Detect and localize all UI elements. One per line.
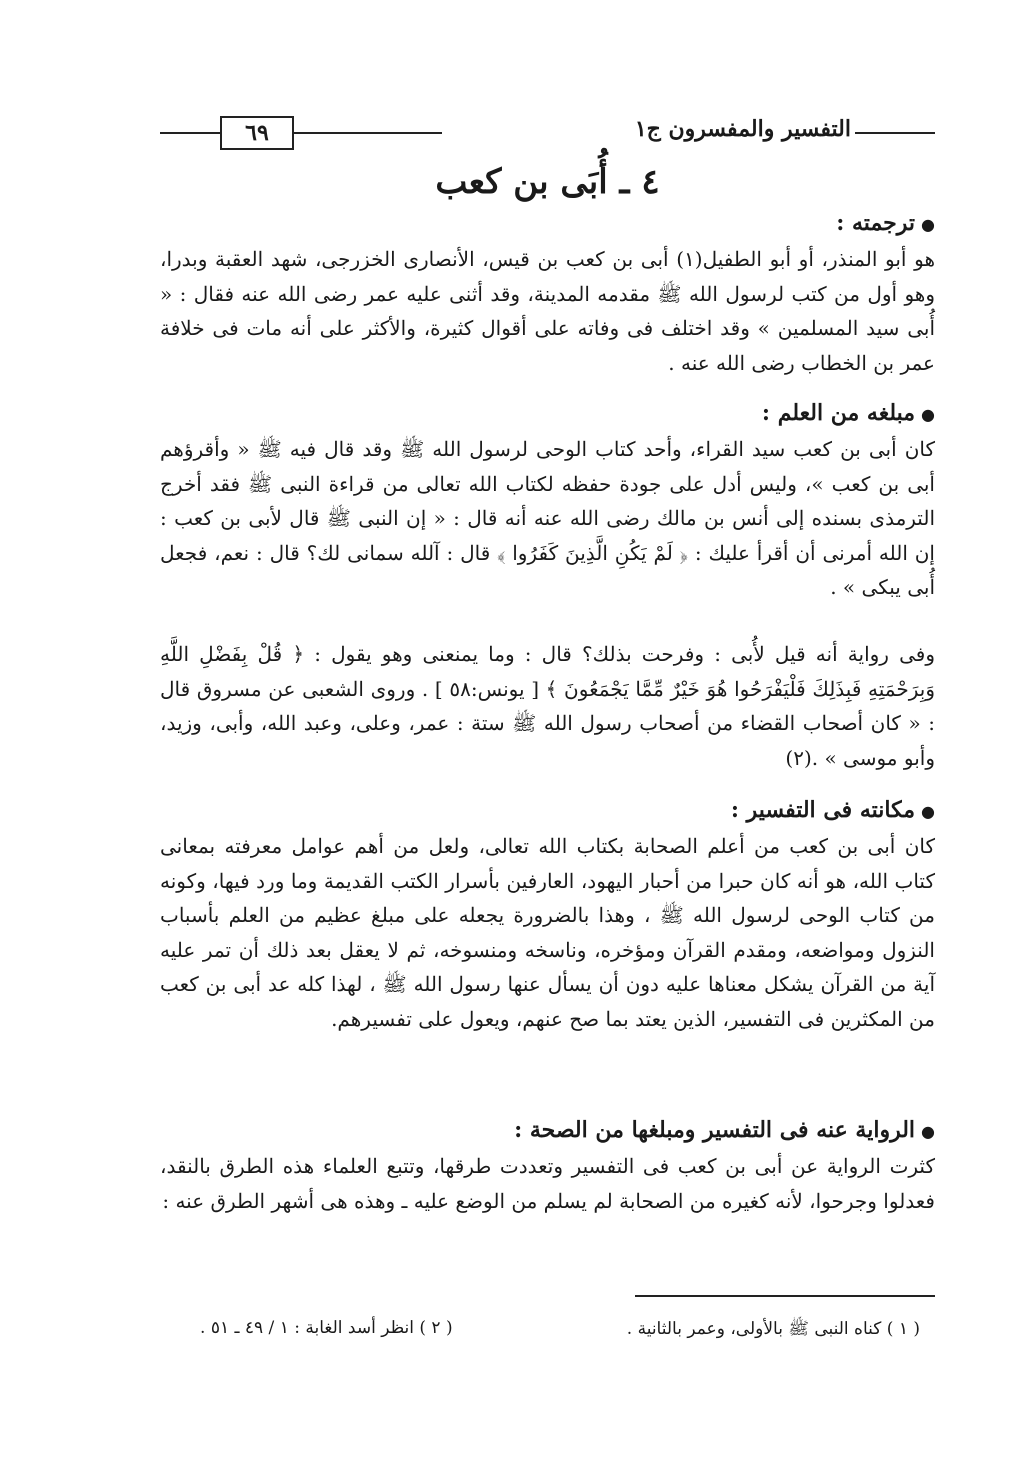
book-title: التفسير والمفسرون ج١ (634, 116, 851, 142)
running-header (160, 112, 935, 152)
section-heading-knowledge: ●مبلغه من العلم : (761, 400, 935, 426)
section-heading-biography: ●ترجمته : (836, 210, 935, 236)
book-page (160, 100, 935, 1400)
footnote-1: ( ١ ) كناه النبى ﷺ بالأولى، وعمر بالثانية . (626, 1319, 920, 1339)
paragraph-knowledge-2: وفى رواية أنه قيل لأُبى : وفرحت بذلك؟ قال : وما يمنعنى وهو يقول : ﴿ قُلْ بِفَضْلِ اللَّهِ وَبِرَحْمَتِهِ فَبِذَلِكَ فَلْيَفْرَحُوا هُوَ خَيْرٌ مِّمَّا يَجْمَعُونَ ﴾ [ يونس:٥٨ ] . وروى الشعبى عن مسروق قال : « كان أصحاب القضاء من أصحاب رسول الله ﷺ ستة : عمر، وعلى، وعبد الله، وأبى، وزيد، وأبو موسى » .(٢) (160, 642, 935, 770)
bullet-icon: ● (921, 215, 935, 234)
paragraph-tafsir-status: كان أبى بن كعب من أعلم الصحابة بكتاب الله تعالى، ولعل من أهم عوامل معرفته بمعانى كتاب الله، هو أنه كان حبرا من أحبار اليهود، العارفين بأسرار الكتب القديمة وما ورد فيها، وكونه من كتاب الوحى لرسول الله ﷺ ، وهذا بالضرورة يجعله على مبلغ عظيم من العلم بأسباب النزول ومواضعه، ومقدم القرآن ومؤخره، وناسخه ومنسوخه، ثم لا يعقل بعد ذلك أن تمر عليه آية من القرآن يشكل معناها عليه دون أن يسأل عنها رسول الله ﷺ ، لهذا كله عد أبى بن كعب من المكثرين فى التفسير، الذين يعتد بما صح عنهم، ويعول على تفسيرهم. (160, 834, 935, 1031)
paragraph-knowledge-1: كان أبى بن كعب سيد القراء، وأحد كتاب الوحى لرسول الله ﷺ وقد قال فيه ﷺ « وأقرؤهم أبى بن كعب »، وليس أدل على جودة حفظه لكتاب الله تعالى من قراءة النبى ﷺ فقد أخرج الترمذى بسنده إلى أنس بن مالك رضى الله عنه أنه قال : « إن النبى ﷺ قال لأبى بن كعب : إن الله أمرنى أن أقرأ عليك : ﴿ لَمْ يَكُنِ الَّذِينَ كَفَرُوا ﴾ قال : آلله سمانى لك؟ قال : نعم، فجعل أُبى يبكى » . (160, 437, 935, 599)
section-heading-tafsir-status: ●مكانته فى التفسير : (730, 797, 935, 823)
chapter-title: ٤ ـ أُبَى بن كعب (435, 162, 660, 202)
bullet-icon: ● (921, 1122, 935, 1141)
header-rule-left (160, 132, 220, 134)
section-heading-narration: ●الرواية عنه فى التفسير ومبلغها من الصحة : (514, 1117, 935, 1143)
page-number: ٦٩ (220, 116, 294, 150)
bullet-icon: ● (921, 405, 935, 424)
header-rule-middle (292, 132, 442, 134)
footnote-2: ( ٢ ) انظر أسد الغابة : ١ / ٤٩ ـ ٥١ . (200, 1318, 453, 1338)
bullet-icon: ● (921, 802, 935, 821)
paragraph-biography: هو أبو المنذر، أو أبو الطفيل(١) أبى بن كعب بن قيس، الأنصارى الخزرجى، شهد العقبة وبدرا، وهو أول من كتب لرسول الله ﷺ مقدمه المدينة، وقد أثنى عليه عمر رضى الله عنه فقال : « أُبى سيد المسلمين » وقد اختلف فى وفاته على أقوال كثيرة، والأكثر على أنه مات فى خلافة عمر بن الخطاب رضى الله عنه . (160, 247, 936, 375)
footnote-divider (635, 1295, 935, 1297)
header-rule-right (855, 132, 935, 134)
paragraph-narration: كثرت الرواية عن أبى بن كعب فى التفسير وتعددت طرقها، وتتبع العلماء هذه الطرق بالنقد، فعدلوا وجرحوا، لأنه كغيره من الصحابة لم يسلم من الوضع عليه ـ وهذه هى أشهر الطرق عنه : (160, 1154, 935, 1213)
